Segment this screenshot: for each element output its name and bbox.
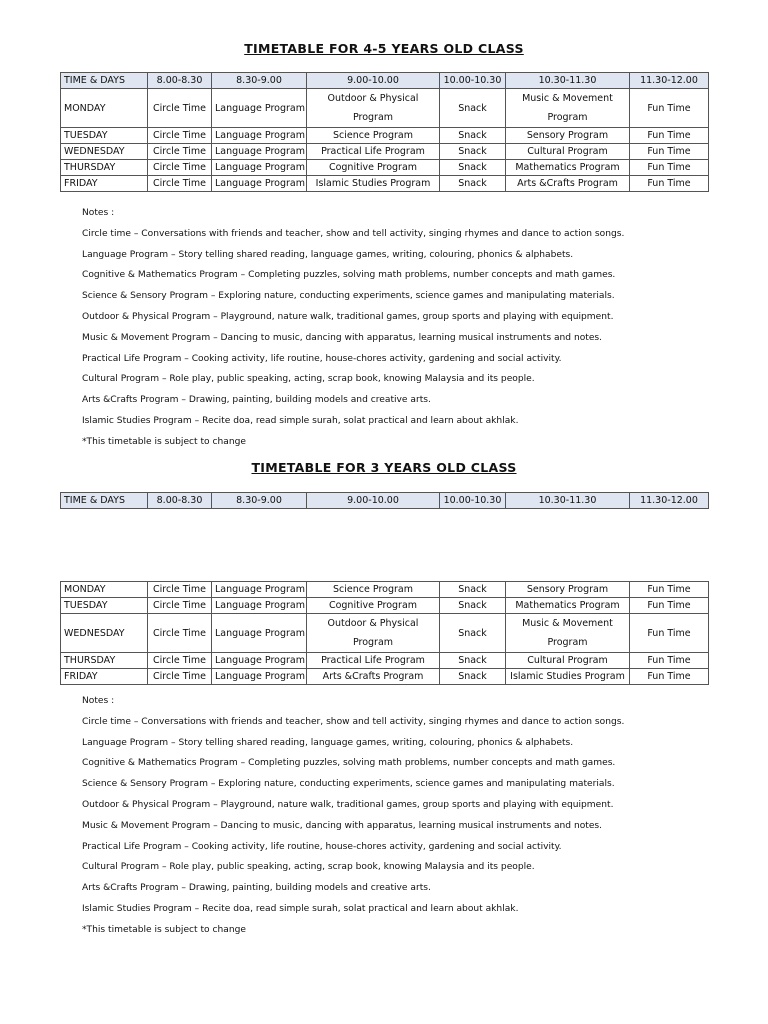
note-line: Circle time – Conversations with friends and teacher, show and tell activity, singing rhymes and dance to action songs. — [82, 716, 625, 727]
header-cell: TIME & DAYS — [61, 493, 148, 509]
table-cell: Snack — [440, 582, 506, 598]
table-cell: Language Program — [212, 128, 307, 144]
note-line: Science & Sensory Program – Exploring nature, conducting experiments, science games and manipulating materials. — [82, 779, 615, 790]
table-row — [61, 669, 709, 685]
table-cell: Fun Time — [630, 614, 709, 653]
table-cell: Circle Time — [148, 144, 212, 160]
note-line: Language Program – Story telling shared reading, language games, writing, colouring, phonics & alphabets. — [82, 737, 574, 748]
table-cell: Islamic Studies Program — [506, 669, 630, 685]
day-cell: TUESDAY — [61, 128, 148, 144]
table-cell: Fun Time — [630, 160, 709, 176]
table-row — [61, 653, 709, 669]
table-cell: Language Program — [212, 89, 307, 128]
table-cell: Fun Time — [630, 89, 709, 128]
header-cell: 9.00-10.00 — [307, 493, 440, 509]
table-cell: Snack — [440, 128, 506, 144]
header-cell: 9.00-10.00 — [307, 73, 440, 89]
header-cell: 8.30-9.00 — [212, 493, 307, 509]
notes-heading: Notes : — [82, 696, 115, 706]
note-line: Arts &Crafts Program – Drawing, painting, building models and creative arts. — [82, 395, 431, 406]
table-header-row — [61, 73, 709, 89]
table-cell: Outdoor & Physical Program — [307, 89, 440, 128]
table-cell: Circle Time — [148, 582, 212, 598]
table-cell: Music & Movement Program — [506, 89, 630, 128]
header-cell: 11.30-12.00 — [630, 73, 709, 89]
table-row — [61, 176, 709, 192]
day-cell: WEDNESDAY — [61, 614, 148, 653]
note-line: Cultural Program – Role play, public speaking, acting, scrap book, knowing Malaysia and its people. — [82, 374, 535, 385]
note-line: Cognitive & Mathematics Program – Completing puzzles, solving math problems, number concepts and math games. — [82, 270, 616, 281]
table-cell: Cultural Program — [506, 144, 630, 160]
note-line: Islamic Studies Program – Recite doa, read simple surah, solat practical and learn about akhlak. — [82, 903, 519, 914]
timetable-4-5-table — [60, 72, 709, 192]
table-cell: Circle Time — [148, 653, 212, 669]
table-cell: Snack — [440, 144, 506, 160]
table-cell: Fun Time — [630, 128, 709, 144]
note-line: Cultural Program – Role play, public speaking, acting, scrap book, knowing Malaysia and its people. — [82, 862, 535, 873]
day-cell: MONDAY — [61, 582, 148, 598]
note-line: *This timetable is subject to change — [82, 924, 246, 935]
note-line: Language Program – Story telling shared reading, language games, writing, colouring, phonics & alphabets. — [82, 249, 574, 260]
table-cell: Circle Time — [148, 160, 212, 176]
table-cell: Sensory Program — [506, 128, 630, 144]
table-cell: Snack — [440, 89, 506, 128]
table-cell: Practical Life Program — [307, 144, 440, 160]
table-cell: Fun Time — [630, 144, 709, 160]
table-cell: Fun Time — [630, 582, 709, 598]
table-row — [61, 160, 709, 176]
day-cell: FRIDAY — [61, 176, 148, 192]
table-cell: Language Program — [212, 614, 307, 653]
table-cell: Language Program — [212, 176, 307, 192]
table-cell: Language Program — [212, 160, 307, 176]
table-cell: Mathematics Program — [506, 160, 630, 176]
note-line: Outdoor & Physical Program – Playground, nature walk, traditional games, group sports and playing with equipment. — [82, 311, 614, 322]
table-cell: Outdoor & Physical Program — [307, 614, 440, 653]
day-cell: MONDAY — [61, 89, 148, 128]
day-cell: WEDNESDAY — [61, 144, 148, 160]
table-cell: Fun Time — [630, 653, 709, 669]
timetable-3-title: TIMETABLE FOR 3 YEARS OLD CLASS — [251, 460, 517, 475]
table-cell: Cognitive Program — [307, 160, 440, 176]
table-cell: Language Program — [212, 598, 307, 614]
table-cell: Circle Time — [148, 176, 212, 192]
header-cell: 11.30-12.00 — [630, 493, 709, 509]
day-cell: THURSDAY — [61, 653, 148, 669]
table-cell: Cognitive Program — [307, 598, 440, 614]
table-row — [61, 598, 709, 614]
header-cell: 10.30-11.30 — [506, 73, 630, 89]
table-cell: Circle Time — [148, 89, 212, 128]
header-cell: 10.00-10.30 — [440, 493, 506, 509]
note-line: Cognitive & Mathematics Program – Completing puzzles, solving math problems, number concepts and math games. — [82, 758, 616, 769]
header-cell: 8.30-9.00 — [212, 73, 307, 89]
header-cell: 10.00-10.30 — [440, 73, 506, 89]
note-line: Outdoor & Physical Program – Playground, nature walk, traditional games, group sports and playing with equipment. — [82, 799, 614, 810]
table-cell: Mathematics Program — [506, 598, 630, 614]
table-cell: Circle Time — [148, 598, 212, 614]
table-row — [61, 614, 709, 653]
header-cell: TIME & DAYS — [61, 73, 148, 89]
note-line: Arts &Crafts Program – Drawing, painting, building models and creative arts. — [82, 883, 431, 894]
table-row — [61, 89, 709, 128]
header-cell: 8.00-8.30 — [148, 493, 212, 509]
table-cell: Language Program — [212, 669, 307, 685]
table-row — [61, 582, 709, 598]
table-cell: Practical Life Program — [307, 653, 440, 669]
table-cell: Islamic Studies Program — [307, 176, 440, 192]
table-cell: Fun Time — [630, 176, 709, 192]
table-row — [61, 128, 709, 144]
timetable-3-table — [60, 581, 709, 685]
table-cell: Snack — [440, 669, 506, 685]
note-line: Practical Life Program – Cooking activity, life routine, house-chores activity, gardening and social activity. — [82, 841, 562, 852]
notes-4-5 — [82, 203, 722, 453]
note-line: Science & Sensory Program – Exploring nature, conducting experiments, science games and manipulating materials. — [82, 291, 615, 302]
table-cell: Circle Time — [148, 128, 212, 144]
header-cell: 8.00-8.30 — [148, 73, 212, 89]
table-cell: Science Program — [307, 582, 440, 598]
table-cell: Sensory Program — [506, 582, 630, 598]
timetable-4-5-title: TIMETABLE FOR 4-5 YEARS OLD CLASS — [244, 41, 524, 56]
notes-3 — [82, 691, 722, 941]
notes-heading: Notes : — [82, 208, 115, 218]
table-cell: Language Program — [212, 653, 307, 669]
table-cell: Music & Movement Program — [506, 614, 630, 653]
table-cell: Arts &Crafts Program — [307, 669, 440, 685]
table-row — [61, 144, 709, 160]
table-cell: Circle Time — [148, 614, 212, 653]
day-cell: FRIDAY — [61, 669, 148, 685]
table-cell: Snack — [440, 653, 506, 669]
day-cell: THURSDAY — [61, 160, 148, 176]
table-cell: Fun Time — [630, 669, 709, 685]
header-cell: 10.30-11.30 — [506, 493, 630, 509]
table-cell: Snack — [440, 614, 506, 653]
note-line: Music & Movement Program – Dancing to music, dancing with apparatus, learning musical instruments and notes. — [82, 820, 603, 831]
table-cell: Snack — [440, 176, 506, 192]
note-line: Circle time – Conversations with friends and teacher, show and tell activity, singing rhymes and dance to action songs. — [82, 228, 625, 239]
note-line: Music & Movement Program – Dancing to music, dancing with apparatus, learning musical instruments and notes. — [82, 332, 603, 343]
note-line: Islamic Studies Program – Recite doa, read simple surah, solat practical and learn about akhlak. — [82, 415, 519, 426]
table-cell: Cultural Program — [506, 653, 630, 669]
table-cell: Fun Time — [630, 598, 709, 614]
table-cell: Circle Time — [148, 669, 212, 685]
note-line: *This timetable is subject to change — [82, 436, 246, 447]
table-header-row — [61, 493, 709, 509]
table-cell: Snack — [440, 598, 506, 614]
table-cell: Snack — [440, 160, 506, 176]
day-cell: TUESDAY — [61, 598, 148, 614]
timetable-3-header-table — [60, 492, 709, 509]
table-cell: Science Program — [307, 128, 440, 144]
table-cell: Arts &Crafts Program — [506, 176, 630, 192]
table-cell: Language Program — [212, 582, 307, 598]
table-cell: Language Program — [212, 144, 307, 160]
note-line: Practical Life Program – Cooking activity, life routine, house-chores activity, gardening and social activity. — [82, 353, 562, 364]
